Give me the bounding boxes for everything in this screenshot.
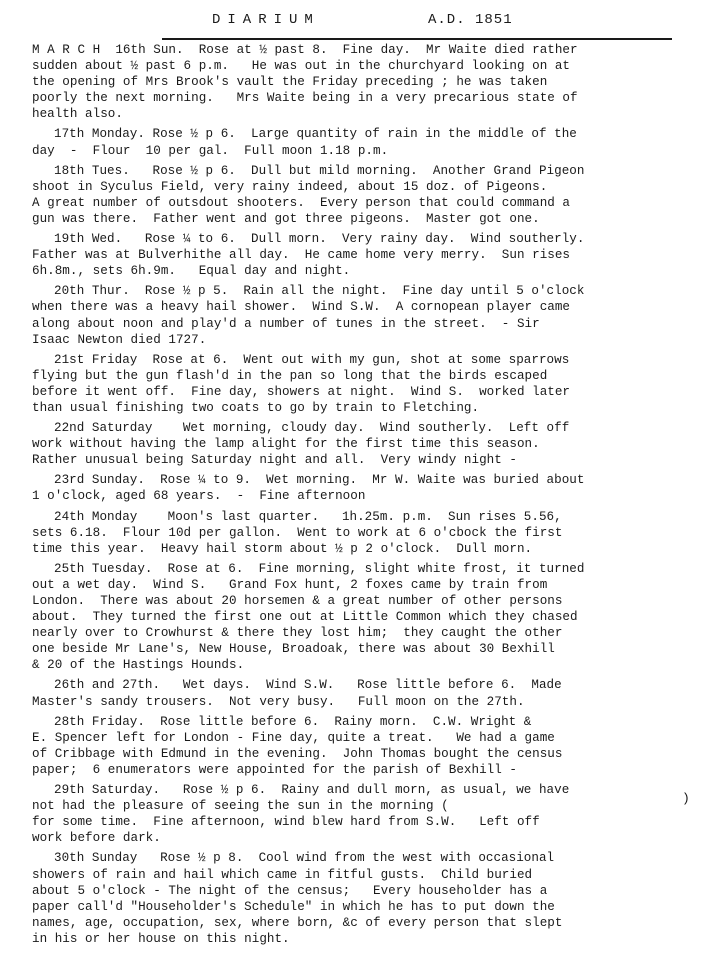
diary-entries [32, 42, 682, 947]
diary-entry [32, 714, 682, 778]
diary-entry [32, 420, 682, 468]
diary-entry [32, 352, 682, 416]
diary-entry [32, 126, 682, 158]
entry-line: 6h.8m., sets 6h.9m. Equal day and night. [32, 264, 351, 279]
entry-line: showers of rain and hail which came in fitful gusts. Child buried [32, 867, 533, 882]
entry-line: paper; 6 enumerators were appointed for the parish of Bexhill - [32, 762, 517, 777]
entry-line: A great number of outsdout shooters. Every person that could command a [32, 195, 571, 210]
entry-line: along about noon and play'd a number of tunes in the street. - Sir [32, 316, 540, 331]
entry-line: 1 o'clock, aged 68 years. - Fine afternoon [32, 489, 366, 504]
entry-line: nearly over to Crowhurst & there they lost him; they caught the other [32, 626, 563, 641]
entry-line: sets 6.18. Flour 10d per gallon. Went to work at 6 o'cbock the first [32, 525, 563, 540]
entry-line: for some time. Fine afternoon, wind blew hard from S.W. Left off [32, 815, 540, 830]
entry-line: 28th Friday. Rose little before 6. Rainy morn. C.W. Wright & [54, 714, 532, 729]
entry-line: 30th Sunday Rose ½ p 8. Cool wind from the west with occasional [54, 851, 555, 866]
entry-line: 29th Saturday. Rose ½ p 6. Rainy and dull morn, as usual, we have [54, 783, 570, 798]
diary-entry [32, 163, 682, 227]
entry-line: in his or her house on this night. [32, 931, 290, 946]
entry-line: M A R C H 16th Sun. Rose at ½ past 8. Fine day. Mr Waite died rather [32, 43, 578, 57]
entry-line: about 5 o'clock - The night of the census; Every householder has a [32, 883, 548, 898]
diary-entry [32, 231, 682, 279]
entry-line: 25th Tuesday. Rose at 6. Fine morning, slight white frost, it turned [54, 561, 585, 576]
header-rule [162, 38, 672, 40]
entry-line: London. There was about 20 horsemen & a great number of other persons [32, 594, 563, 608]
diary-title: DIARIUM [212, 12, 320, 28]
entry-line: day - Flour 10 per gal. Full moon 1.18 p.m. [32, 143, 389, 158]
entry-line: 26th and 27th. Wet days. Wind S.W. Rose little before 6. Made [54, 678, 562, 693]
margin-bracket-mark: ) [682, 791, 690, 806]
entry-line: gun was there. Father went and got three pigeons. Master got one. [32, 211, 540, 226]
entry-line: 24th Monday Moon's last quarter. 1h.25m. p.m. Sun rises 5.56, [54, 509, 562, 524]
entry-line: poorly the next morning. Mrs Waite being in a very precarious state of [32, 91, 578, 106]
entry-line: not had the pleasure of seeing the sun in the morning ( [32, 799, 449, 814]
entry-line: time this year. Heavy hail storm about ½ p 2 o'clock. Dull morn. [32, 541, 533, 556]
diary-entry [32, 283, 682, 347]
entry-line: shoot in Syculus Field, very rainy indeed, about 15 doz. of Pigeons. [32, 179, 548, 194]
page-header [32, 10, 672, 36]
entry-line: 23rd Sunday. Rose ¼ to 9. Wet morning. Mr W. Waite was buried about [54, 473, 585, 488]
entry-line: & 20 of the Hastings Hounds. [32, 658, 245, 673]
entry-line: than usual finishing two coats to go by train to Fletching. [32, 400, 480, 415]
diary-entry [32, 850, 682, 947]
diary-entry [32, 782, 682, 846]
entry-line: 20th Thur. Rose ½ p 5. Rain all the night. Fine day until 5 o'clock [54, 284, 585, 299]
entry-line: the opening of Mrs Brook's vault the Friday preceding ; he was taken [32, 75, 548, 90]
entry-line: out a wet day. Wind S. Grand Fox hunt, 2 foxes came by train from [32, 577, 548, 592]
diary-entry [32, 561, 682, 674]
entry-line: when there was a heavy hail shower. Wind S.W. A cornopean player came [32, 300, 571, 315]
entry-line: Master's sandy trousers. Not very busy. Full moon on the 27th. [32, 694, 525, 709]
entry-line: Father was at Bulverhithe all day. He came home very merry. Sun rises [32, 248, 571, 263]
entry-line: work without having the lamp alight for the first time this season. [32, 437, 540, 452]
entry-line: paper call'd "Householder's Schedule" in which he has to put down the [32, 899, 555, 914]
entry-line: Isaac Newton died 1727. [32, 332, 207, 347]
entry-line: work before dark. [32, 831, 161, 846]
diary-entry [32, 509, 682, 557]
entry-line: one beside Mr Lane's, New House, Broadoak, there was about 30 Bexhill [32, 642, 555, 657]
entry-line: of Cribbage with Edmund in the evening. John Thomas bought the census [32, 746, 563, 761]
entry-line: sudden about ½ past 6 p.m. He was out in the churchyard looking on at [32, 59, 571, 74]
entry-line: about. They turned the first one out at Little Common which they chased [32, 610, 578, 625]
diary-year: A.D. 1851 [428, 12, 513, 28]
diary-entry [32, 42, 682, 122]
diary-entry [32, 472, 682, 504]
entry-line: Rather unusual being Saturday night and all. Very windy night - [32, 453, 517, 468]
entry-line: 21st Friday Rose at 6. Went out with my gun, shot at some sparrows [54, 352, 570, 367]
diary-entry [32, 677, 682, 709]
entry-line: 19th Wed. Rose ¼ to 6. Dull morn. Very rainy day. Wind southerly. [54, 232, 585, 247]
entry-line: E. Spencer left for London - Fine day, quite a treat. We had a game [32, 730, 555, 745]
entry-line: before it went off. Fine day, showers at night. Wind S. worked later [32, 384, 571, 399]
entry-line: 22nd Saturday Wet morning, cloudy day. Wind southerly. Left off [54, 421, 570, 436]
entry-line: names, age, occupation, sex, where born, &c of every person that slept [32, 915, 563, 930]
entry-line: flying but the gun flash'd in the pan so long that the birds escaped [32, 368, 548, 383]
entry-line: health also. [32, 107, 123, 122]
entry-line: 18th Tues. Rose ½ p 6. Dull but mild morning. Another Grand Pigeon [54, 163, 585, 178]
entry-line: 17th Monday. Rose ½ p 6. Large quantity of rain in the middle of the [54, 127, 577, 142]
